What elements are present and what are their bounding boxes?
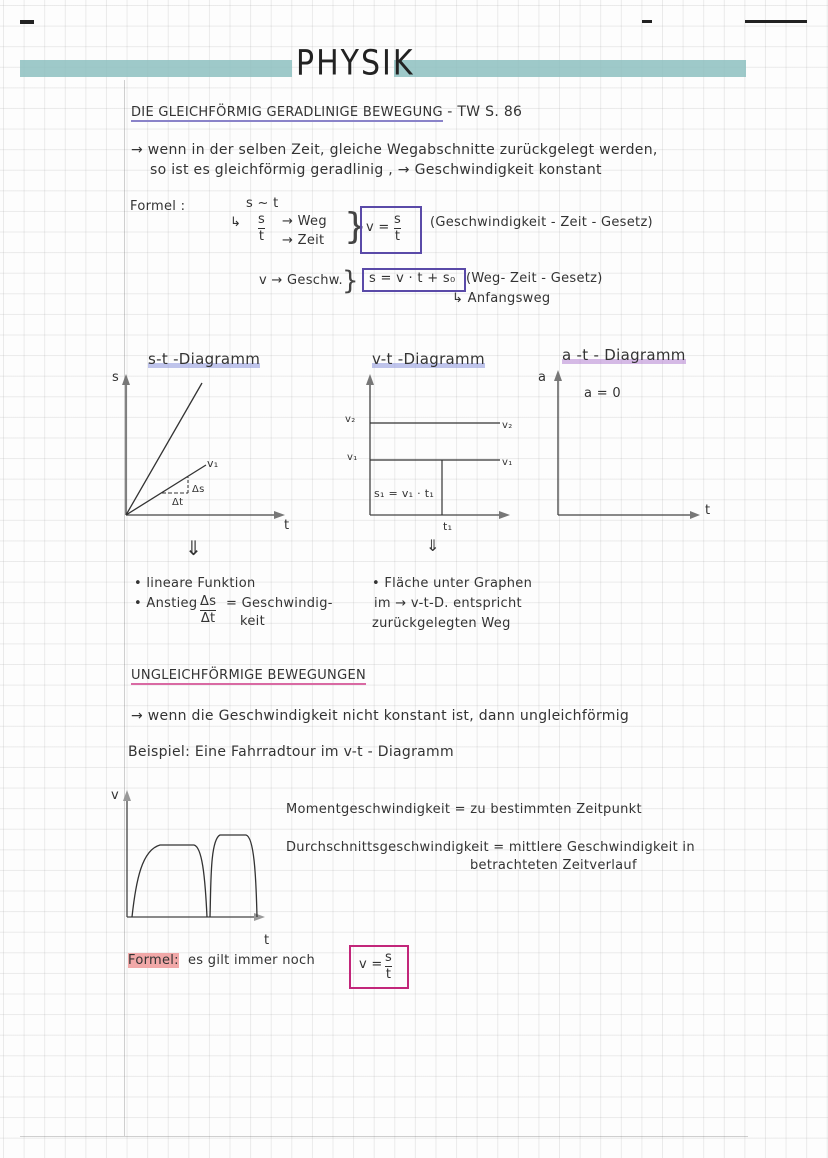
notes-st-fraction <box>200 594 216 627</box>
vt-diagram <box>360 365 530 535</box>
notes-st-line2-a: • Anstieg <box>134 596 198 611</box>
down-arrow-st: ⇓ <box>185 536 203 560</box>
ft-axis-y: v <box>111 788 119 803</box>
st-diagram-title: s-t -Diagramm <box>148 350 261 368</box>
ft-axis-x: t <box>264 933 270 948</box>
notes-st-frac-den: Δt <box>200 611 216 626</box>
st-axis-y: s <box>112 370 120 385</box>
moment-text: Momentgeschwindigkeit = zu bestimmten Zeitpunkt <box>286 802 642 817</box>
section1-heading-ref: - TW S. 86 <box>447 104 523 120</box>
vt-v1-label: v₁ <box>347 452 358 463</box>
v-formula-lhs: v = <box>366 220 390 235</box>
v-formula-fraction <box>394 212 401 245</box>
at-diagram-title: a -t - Diagramm <box>562 346 686 364</box>
final-formel-num: s <box>385 950 393 965</box>
s-formula-text: s = v · t + s₀ <box>369 271 456 286</box>
curly-brace-2: } <box>342 266 359 296</box>
vt-area-label: s₁ = v₁ · t₁ <box>374 487 435 500</box>
vt-v2-right-label: v₂ <box>502 420 513 431</box>
s-over-t-num: s <box>258 212 266 227</box>
section2-def: → wenn die Geschwindigkeit nicht konstant ist, dann ungleichförmig <box>131 708 630 724</box>
st-delta-t: Δt <box>172 497 184 508</box>
notes-vt-line3: zurückgelegten Weg <box>372 616 511 631</box>
notes-st-frac-num: Δs <box>200 594 217 609</box>
s-formula-box <box>362 268 466 292</box>
zeit-label: → Zeit <box>282 233 325 248</box>
ft-x-arrowhead <box>254 913 265 921</box>
final-formel-text: es gilt immer noch <box>188 953 316 968</box>
section1-def-line1: → wenn in der selben Zeit, gleiche Wegabschnitte zurückgelegt werden, <box>131 142 658 158</box>
margin-line-bottom <box>20 1136 748 1137</box>
notes-vt-line2: im → v-t-D. entspricht <box>374 596 522 611</box>
margin-line-left <box>124 80 125 1136</box>
at-diagram <box>540 365 720 535</box>
final-formel-fraction <box>385 950 392 983</box>
section1-heading: DIE GLEICHFÖRMIG GERADLINIGE BEWEGUNG <box>131 105 443 120</box>
notes-st-line2-c: keit <box>240 614 265 629</box>
st-delta-s: Δs <box>192 484 205 495</box>
st-axis-x: t <box>284 518 290 533</box>
durch-text-line2: betrachteten Zeitverlauf <box>470 858 637 873</box>
corner-mark-top-right <box>745 20 807 23</box>
section2-heading: UNGLEICHFÖRMIGE BEWEGUNGEN <box>131 668 366 683</box>
curly-brace-1: } <box>344 206 368 247</box>
title-bar-left <box>20 60 292 77</box>
at-value: a = 0 <box>584 386 621 401</box>
vt-t1-label: t₁ <box>443 520 453 533</box>
s-prop-t: s ~ t <box>246 196 279 211</box>
weg-label: → Weg <box>282 214 327 229</box>
title-bar-right <box>394 60 746 77</box>
formula-label: Formel : <box>130 199 186 214</box>
st-line-steep <box>126 383 202 515</box>
v-formula-den: t <box>394 229 401 244</box>
ft-curve-2 <box>210 835 257 917</box>
formula-arrow: ↳ <box>230 215 242 230</box>
at-axis-y: a <box>538 370 547 385</box>
notes-st-line2-b: = Geschwindig- <box>226 596 333 611</box>
vt-x-arrowhead <box>499 511 510 519</box>
at-x-arrowhead <box>690 511 700 519</box>
v-law-label: (Geschwindigkeit - Zeit - Gesetz) <box>430 215 653 230</box>
ft-y-arrowhead <box>123 790 131 801</box>
fahrradtour-graph <box>110 775 280 935</box>
vt-v2-label: v₂ <box>345 414 356 425</box>
section1-heading-row <box>131 104 522 120</box>
at-axis-x: t <box>705 503 711 518</box>
down-arrow-vt: ⇓ <box>426 536 440 555</box>
s-over-t-fraction <box>258 212 265 245</box>
final-formel-label: Formel: <box>128 953 179 968</box>
durch-text-line1: Durchschnittsgeschwindigkeit = mittlere Geschwindigkeit in <box>286 840 695 855</box>
vt-v1-right-label: v₁ <box>502 457 513 468</box>
notes-vt-line1: • Fläche unter Graphen <box>372 576 533 591</box>
final-formel-lhs: v = <box>359 957 383 972</box>
st-diagram <box>100 365 300 535</box>
corner-mark-top-left <box>20 20 34 24</box>
v-geschw-label: v → Geschw. <box>259 273 343 288</box>
notes-st-line1: • lineare Funktion <box>134 576 256 591</box>
section1-def-line2: so ist es gleichförmig geradlinig , → Geschwindigkeit konstant <box>150 162 602 178</box>
vt-y-arrowhead <box>366 374 374 385</box>
at-y-arrowhead <box>554 370 562 381</box>
ft-curve-1 <box>132 845 207 917</box>
s-law-label: (Weg- Zeit - Gesetz) <box>466 271 603 286</box>
v-formula-box <box>360 206 422 254</box>
corner-mark-top-mid <box>642 20 652 23</box>
st-line-label: v₁ <box>207 457 219 470</box>
st-y-arrowhead <box>122 374 130 385</box>
section2-example: Beispiel: Eine Fahrradtour im v-t - Diagramm <box>128 744 454 760</box>
final-formel-den: t <box>385 967 392 982</box>
v-formula-num: s <box>394 212 402 227</box>
page-title: PHYSIK <box>296 43 415 84</box>
vt-diagram-title: v-t -Diagramm <box>372 350 485 368</box>
anfangsweg-note: ↳ Anfangsweg <box>452 291 551 306</box>
final-formel-box <box>349 945 409 989</box>
s-over-t-den: t <box>258 229 265 244</box>
